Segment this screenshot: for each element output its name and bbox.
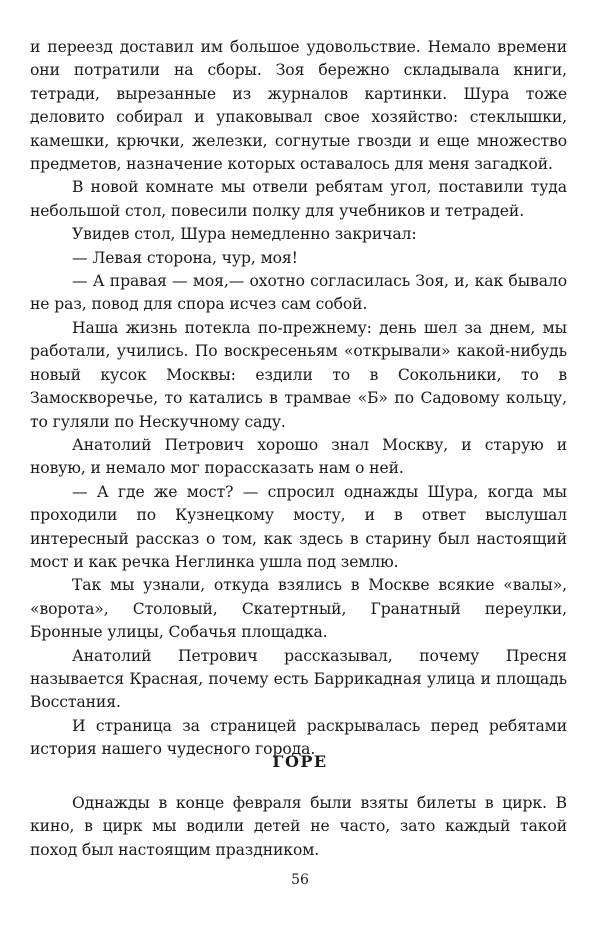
paragraph-7: Анатолий Петрович хорошо знал Москву, и старую и новую, и немало мог порассказать нам о ней. <box>30 435 567 478</box>
paragraph-1: и переезд доставил им большое удовольствие. Немало времени они потратили на сборы. Зоя бережно складывала книги, тетради, вырезанные из журналов картинки. Шура тоже деловито собирал и упаковывал свое хозяйство: стеклышки, камешки, крючки, железки, согнутые гвозди и еще множество предметов, назначение которых оставалось для меня загадкой. <box>30 38 567 174</box>
paragraph-5: — А правая — моя,— охотно согласилась Зоя, и, как бывало не раз, повод для спора исчез сам собой. <box>30 272 567 314</box>
paragraph-10: Анатолий Петрович рассказывал, почему Пресня называется Красная, почему есть Баррикадная улица и площадь Восстания. <box>30 646 567 712</box>
paragraph-2: В новой комнате мы отвели ребятам угол, поставили туда небольшой стол, повесили полку для учебников и тетрадей. <box>30 178 567 220</box>
page-number: 56 <box>291 872 309 888</box>
section-paragraph: Однажды в конце февраля были взяты билеты в цирк. В кино, в цирк мы водили детей не часто, зато каждый такой поход был настоящим праздником. <box>30 794 567 859</box>
paragraph-3: Увидев стол, Шура немедленно закричал: <box>72 225 417 244</box>
paragraph-11: И страница за страницей раскрывалась перед ребятами история нашего чудесного города. <box>30 716 567 759</box>
section-heading: ГОРЕ <box>272 752 328 771</box>
body-text <box>30 36 567 762</box>
paragraph-9: Так мы узнали, откуда взялись в Москве всякие «валы», «ворота», Столовый, Скатертный, Гранатный переулки, Бронные улицы, Собачья площадка. <box>30 576 567 642</box>
paragraph-8: — А где же мост? — спросил однажды Шура, когда мы проходили по Кузнецкому мосту, и в ответ выслушал интересный рассказ о том, как здесь в старину был настоящий мост и как речка Неглинка ушла под землю. <box>30 482 567 571</box>
paragraph-4: — Левая сторона, чур, моя! <box>72 248 298 267</box>
section-body <box>30 792 567 862</box>
paragraph-6: Наша жизнь потекла по-прежнему: день шел за днем, мы работали, учились. По воскресеньям «открывали» какой-нибудь новый кусок Москвы: ездили то в Сокольники, то в Замоскворечье, то катались в трамвае «Б» по Садовому кольцу, то гуляли по Нескучному саду. <box>30 318 567 431</box>
